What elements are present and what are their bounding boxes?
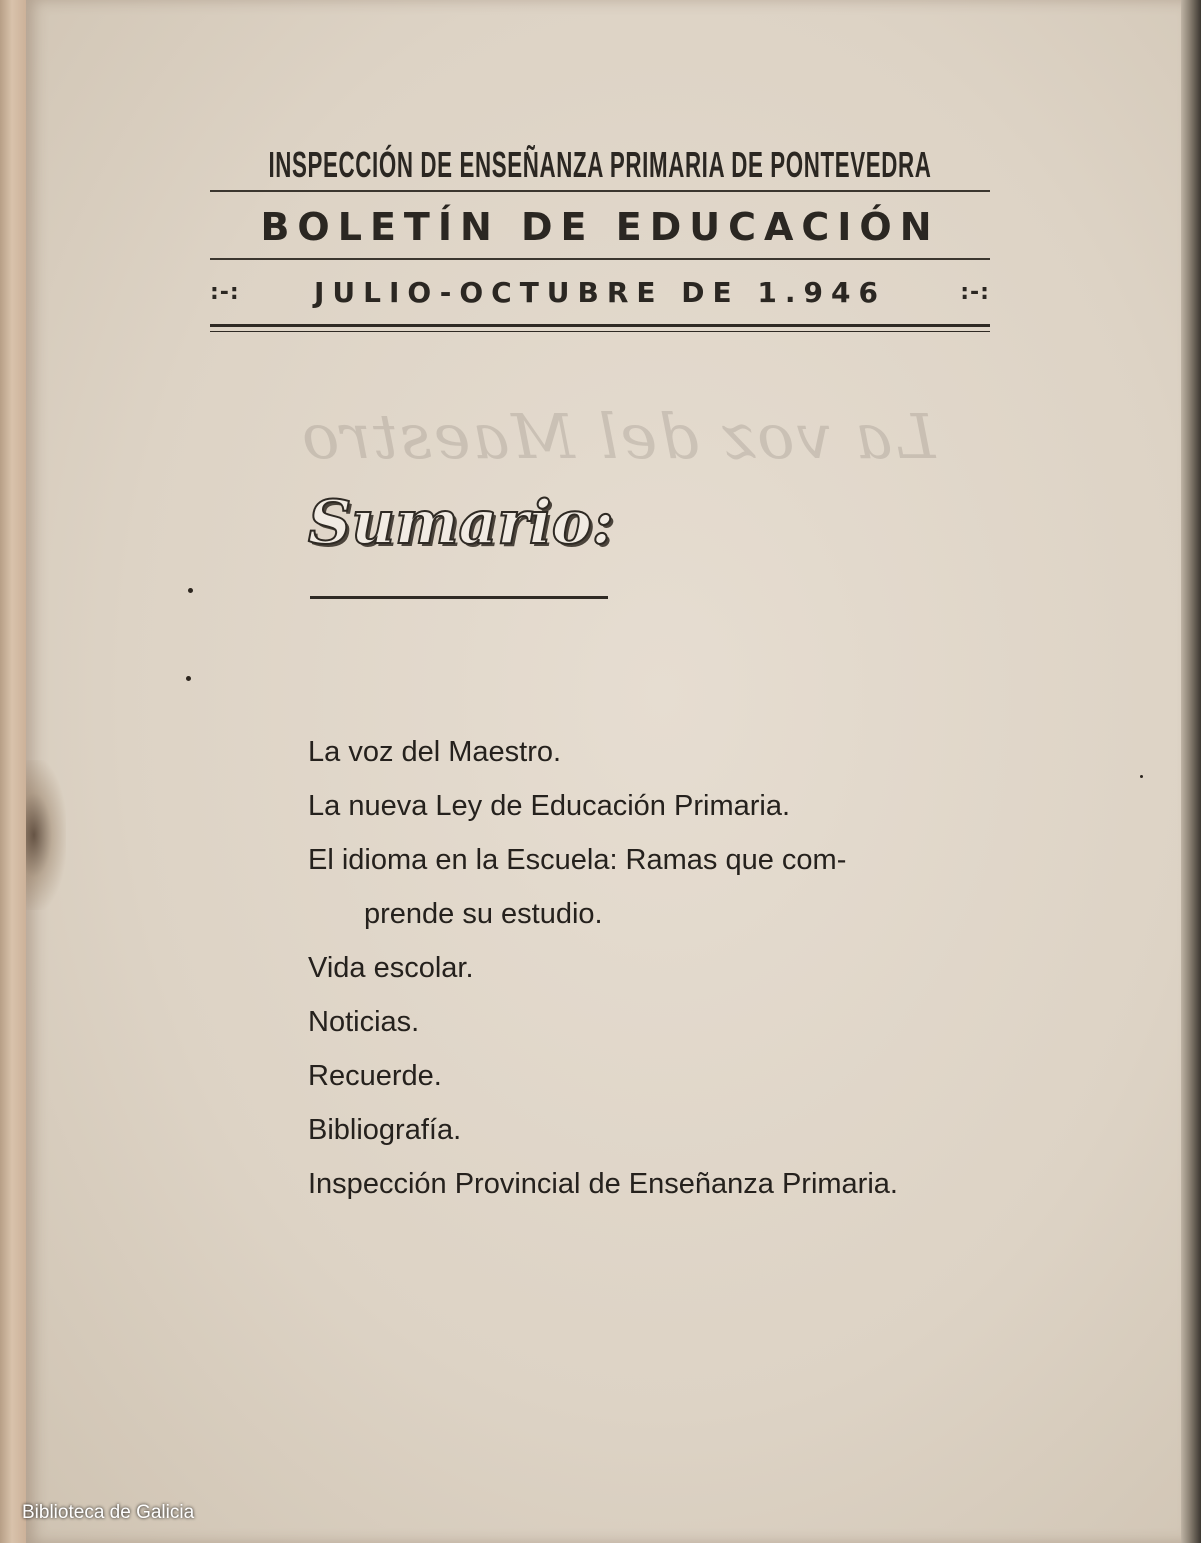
ornament-left: :-: <box>210 279 240 305</box>
toc-item: Inspección Provincial de Enseñanza Primaria. <box>308 1168 898 1200</box>
page-damage-stain <box>26 760 66 910</box>
toc-item: Recuerde. <box>308 1060 442 1092</box>
toc-item: La voz del Maestro. <box>308 736 562 768</box>
bulletin-header <box>210 140 990 332</box>
toc-item: La nueva Ley de Educación Primaria. <box>308 790 791 822</box>
issue-date: JULIO-OCTUBRE DE 1.946 <box>313 275 886 309</box>
inspeccion-heading: INSPECCIÓN DE ENSEÑANZA PRIMARIA DE PONTEVEDRA <box>268 144 932 185</box>
toc-item: Noticias. <box>308 1006 420 1038</box>
show-through-text: La voz del Maestro <box>300 400 936 473</box>
toc-item: El idioma en la Escuela: Ramas que com- <box>308 844 847 876</box>
bulletin-title: BOLETÍN DE EDUCACIÓN <box>260 205 940 249</box>
issue-date-line <box>210 260 990 324</box>
toc-item-continuation: prende su estudio. <box>364 898 603 930</box>
table-of-contents <box>308 725 898 1211</box>
ink-speck <box>186 676 191 681</box>
page-edge-shadow <box>1181 0 1201 1543</box>
library-watermark: Biblioteca de Galicia <box>22 1502 195 1523</box>
sumario-underline <box>310 596 608 599</box>
ink-speck <box>1140 775 1143 778</box>
ink-speck <box>188 588 193 593</box>
header-double-rule <box>210 324 990 332</box>
sumario-heading: Sumario: <box>308 488 614 558</box>
ornament-right: :-: <box>960 279 990 305</box>
toc-item: Bibliografía. <box>308 1114 462 1146</box>
toc-item: Vida escolar. <box>308 952 474 984</box>
